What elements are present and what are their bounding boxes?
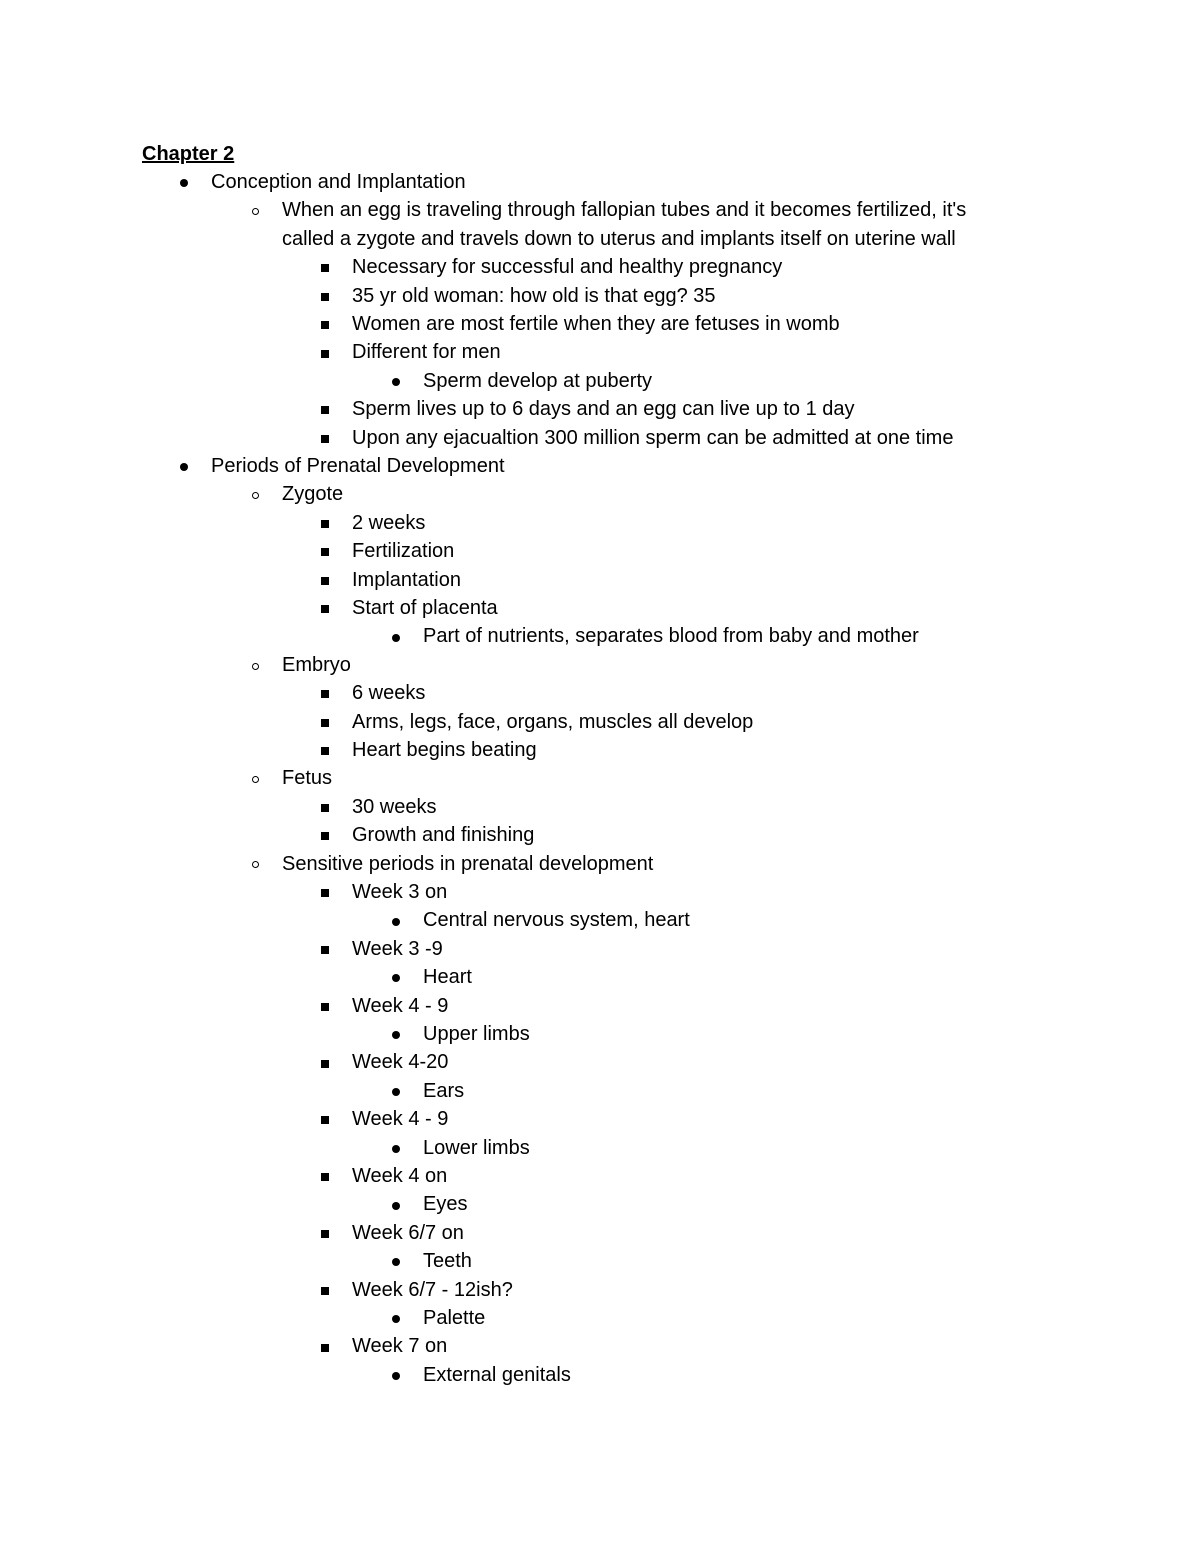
bullet-square-icon xyxy=(313,1162,337,1190)
outline-item-text: Central nervous system, heart xyxy=(423,909,690,932)
outline-item-text: Eyes xyxy=(423,1193,468,1216)
outline-item-text: Teeth xyxy=(423,1250,472,1273)
outline-item-level-2 xyxy=(0,253,1200,281)
bullet-square-icon xyxy=(313,679,337,707)
bullet-square-icon xyxy=(313,395,337,423)
outline-item-text: Palette xyxy=(423,1307,486,1329)
bullet-circle-icon xyxy=(243,196,267,224)
outline-item-level-3 xyxy=(0,622,1200,650)
bullet-square-icon xyxy=(313,1276,337,1304)
outline-item-level-2 xyxy=(0,1048,1200,1076)
bullet-dot-icon xyxy=(384,1304,408,1332)
outline-item-level-1 xyxy=(0,196,1200,224)
bullet-square-icon xyxy=(313,935,337,963)
outline-item-text: Week 4 - 9 xyxy=(352,994,449,1017)
outline-item-text: Week 4 - 9 xyxy=(352,1108,449,1131)
outline-item-level-3 xyxy=(0,1247,1200,1275)
outline-item-level-2 xyxy=(0,992,1200,1020)
outline-item-text: Week 4 on xyxy=(352,1165,448,1187)
outline-item-text: Sperm develop at puberty xyxy=(423,369,653,392)
outline-item-level-3 xyxy=(0,963,1200,991)
outline-item-text: Week 3 on xyxy=(352,881,448,903)
outline-item-text: Conception and Implantation xyxy=(211,171,466,193)
bullet-circle-icon xyxy=(243,850,267,878)
bullet-dot-icon xyxy=(384,963,408,991)
bullet-square-icon xyxy=(313,253,337,281)
bullet-dot-icon xyxy=(384,1077,408,1105)
outline-item-level-2 xyxy=(0,594,1200,622)
bullet-square-icon xyxy=(313,282,337,310)
bullet-square-icon xyxy=(313,878,337,906)
outline-item-text: 6 weeks xyxy=(352,682,426,705)
bullet-square-icon xyxy=(313,1048,337,1076)
bullet-circle-icon xyxy=(243,764,267,792)
bullet-dot-icon xyxy=(384,1190,408,1218)
outline-item-text: Start of placenta xyxy=(352,597,498,619)
outline-item-level-2 xyxy=(0,537,1200,565)
outline-item-text: Week 6/7 - 12ish? xyxy=(352,1278,513,1301)
outline-item-level-3 xyxy=(0,1190,1200,1218)
outline-item-text: Upon any ejacualtion 300 million sperm can be admitted at one time xyxy=(352,426,954,449)
bullet-dot-icon xyxy=(172,168,196,196)
outline-item-text: Arms, legs, face, organs, muscles all develop xyxy=(352,710,754,733)
bullet-dot-icon xyxy=(384,367,408,395)
outline-item-level-2 xyxy=(0,1162,1200,1190)
outline-item-level-3 xyxy=(0,367,1200,395)
bullet-square-icon xyxy=(313,1332,337,1360)
outline-item-text: Week 3 -9 xyxy=(352,937,443,960)
bullet-dot-icon xyxy=(172,452,196,480)
outline-item-level-3 xyxy=(0,906,1200,934)
outline-item-level-2 xyxy=(0,566,1200,594)
outline-item-text: External genitals xyxy=(423,1363,571,1386)
bullet-square-icon xyxy=(313,424,337,452)
outline-item-text: Embryo xyxy=(282,653,351,676)
outline-item-text: When an egg is traveling through fallopian tubes and it becomes fertilized, it's xyxy=(282,199,967,222)
bullet-circle-icon xyxy=(243,480,267,508)
outline-item-text: Part of nutrients, separates blood from baby and mother xyxy=(423,625,919,648)
outline-item-level-2 xyxy=(0,424,1200,452)
bullet-dot-icon xyxy=(384,1247,408,1275)
outline-item-text: Necessary for successful and healthy pregnancy xyxy=(352,256,783,279)
outline-item-level-2 xyxy=(0,793,1200,821)
bullet-dot-icon xyxy=(384,1020,408,1048)
outline-item-level-3 xyxy=(0,1077,1200,1105)
outline-item-level-2 xyxy=(0,282,1200,310)
outline-item-level-1 xyxy=(0,225,1200,253)
outline-item-level-2 xyxy=(0,1105,1200,1133)
bullet-square-icon xyxy=(313,509,337,537)
outline-item-text: Sensitive periods in prenatal development xyxy=(282,852,654,875)
outline-item-text: 30 weeks xyxy=(352,795,437,818)
bullet-dot-icon xyxy=(384,906,408,934)
bullet-square-icon xyxy=(313,793,337,821)
outline-item-level-0 xyxy=(0,452,1200,480)
outline-item-level-1 xyxy=(0,651,1200,679)
outline-item-level-2 xyxy=(0,1219,1200,1247)
bullet-square-icon xyxy=(313,1105,337,1133)
bullet-dot-icon xyxy=(384,622,408,650)
bullet-square-icon xyxy=(313,594,337,622)
outline-item-text: called a zygote and travels down to uterus and implants itself on uterine wall xyxy=(282,227,956,250)
outline-item-text: Heart begins beating xyxy=(352,739,537,761)
outline-item-level-2 xyxy=(0,1332,1200,1360)
bullet-square-icon xyxy=(313,1219,337,1247)
outline-item-level-3 xyxy=(0,1361,1200,1389)
bullet-square-icon xyxy=(313,708,337,736)
outline-item-text: Lower limbs xyxy=(423,1136,530,1159)
outline-item-text: Zygote xyxy=(282,483,344,506)
outline-item-level-2 xyxy=(0,1276,1200,1304)
outline-item-level-1 xyxy=(0,850,1200,878)
bullet-square-icon xyxy=(313,992,337,1020)
outline-item-level-2 xyxy=(0,395,1200,423)
bullet-square-icon xyxy=(313,310,337,338)
bullet-dot-icon xyxy=(384,1361,408,1389)
bullet-square-icon xyxy=(313,537,337,565)
outline-item-text: Week 7 on xyxy=(352,1335,448,1358)
outline-item-text: Fertilization xyxy=(352,540,455,563)
outline-item-level-2 xyxy=(0,338,1200,366)
bullet-circle-icon xyxy=(243,651,267,679)
page-title: Chapter 2 xyxy=(142,143,235,165)
outline-item-text: Upper limbs xyxy=(423,1023,530,1045)
outline-item-text: Periods of Prenatal Development xyxy=(211,455,505,477)
bullet-square-icon xyxy=(313,566,337,594)
outline-item-level-2 xyxy=(0,310,1200,338)
outline-item-level-2 xyxy=(0,708,1200,736)
outline-item-text: Fetus xyxy=(282,767,333,790)
bullet-square-icon xyxy=(313,736,337,764)
outline-item-text: Sperm lives up to 6 days and an egg can live up to 1 day xyxy=(352,398,855,421)
outline-item-text: Growth and finishing xyxy=(352,824,535,847)
outline-item-text: Week 6/7 on xyxy=(352,1221,464,1244)
outline-item-level-2 xyxy=(0,878,1200,906)
outline-item-text: Different for men xyxy=(352,341,501,364)
outline-item-level-3 xyxy=(0,1134,1200,1162)
outline-item-text: Implantation xyxy=(352,568,461,591)
outline-item-text: Women are most fertile when they are fetuses in womb xyxy=(352,313,840,335)
outline-item-level-2 xyxy=(0,821,1200,849)
outline-item-level-1 xyxy=(0,764,1200,792)
outline-item-level-2 xyxy=(0,679,1200,707)
outline-item-text: Ears xyxy=(423,1079,465,1102)
outline-item-level-2 xyxy=(0,509,1200,537)
bullet-square-icon xyxy=(313,821,337,849)
outline-item-text: 2 weeks xyxy=(352,511,426,534)
outline-item-level-2 xyxy=(0,935,1200,963)
outline-item-text: Heart xyxy=(423,966,472,989)
outline-item-level-3 xyxy=(0,1020,1200,1048)
bullet-dot-icon xyxy=(384,1134,408,1162)
outline-item-level-0 xyxy=(0,168,1200,196)
outline-item-level-1 xyxy=(0,480,1200,508)
outline-item-level-2 xyxy=(0,736,1200,764)
outline-item-text: Week 4-20 xyxy=(352,1051,449,1074)
outline-item-level-3 xyxy=(0,1304,1200,1332)
outline-item-text: 35 yr old woman: how old is that egg? 35 xyxy=(352,284,716,307)
bullet-square-icon xyxy=(313,338,337,366)
